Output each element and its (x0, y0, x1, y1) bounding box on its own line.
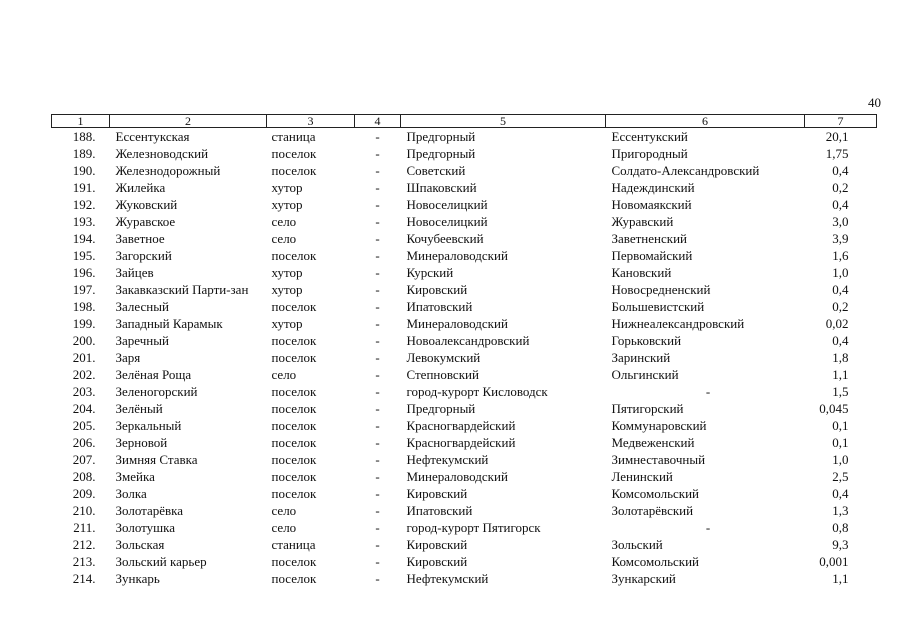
settlement-name: Закавказский Парти-зан (115, 282, 249, 297)
column-4-value: - (375, 316, 380, 331)
table-row (52, 315, 877, 332)
district-name: Предгорный (406, 401, 476, 416)
district-name: Ипатовский (406, 299, 473, 314)
settlement-type: поселок (271, 435, 317, 450)
settlement-type: хутор (271, 180, 303, 195)
council-name: Комсомольский (611, 554, 699, 569)
population-value: 0,1 (832, 418, 849, 433)
population-value: 3,9 (832, 231, 849, 246)
row-number: 204. (72, 401, 96, 416)
row-number: 189. (72, 146, 96, 161)
table-row (52, 298, 877, 315)
row-number: 211. (73, 520, 96, 535)
district-name: Ипатовский (406, 503, 473, 518)
row-number: 203. (72, 384, 96, 399)
settlement-name: Ессентукская (115, 129, 190, 144)
population-value: 1,1 (832, 571, 849, 586)
district-name: Советский (406, 163, 466, 178)
settlement-type: хутор (271, 282, 303, 297)
row-number: 208. (72, 469, 96, 484)
council-name: Ессентукский (611, 129, 688, 144)
row-number: 198. (72, 299, 96, 314)
settlement-name: Жуковский (115, 197, 178, 212)
table-row (52, 400, 877, 417)
table-row (52, 434, 877, 451)
population-value: 1,1 (832, 367, 849, 382)
settlement-type: поселок (271, 554, 317, 569)
header-row (52, 115, 877, 128)
settlement-type: поселок (271, 418, 317, 433)
settlement-type: село (271, 214, 297, 229)
council-name: Коммунаровский (611, 418, 707, 433)
table-row (52, 179, 877, 196)
header-cell: 6 (606, 115, 805, 128)
column-4-value: - (375, 333, 380, 348)
column-4-value: - (375, 486, 380, 501)
settlement-type: поселок (271, 469, 317, 484)
header-cell: 7 (805, 115, 877, 128)
row-number: 206. (72, 435, 96, 450)
table-row (52, 485, 877, 502)
settlement-type: поселок (271, 384, 317, 399)
settlement-type: поселок (271, 486, 317, 501)
table-row (52, 349, 877, 366)
district-name: Минераловодский (406, 316, 508, 331)
settlement-type: поселок (271, 401, 317, 416)
settlement-name: Змейка (115, 469, 155, 484)
settlement-name: Зеленогорский (115, 384, 198, 399)
settlement-type: хутор (271, 316, 303, 331)
column-4-value: - (375, 418, 380, 433)
table-row (52, 451, 877, 468)
district-name: Шпаковский (406, 180, 477, 195)
settlement-name: Залесный (115, 299, 169, 314)
column-4-value: - (375, 350, 380, 365)
settlement-type: село (271, 231, 297, 246)
row-number: 201. (72, 350, 96, 365)
district-name: Кировский (406, 486, 468, 501)
district-name: Кировский (406, 554, 468, 569)
column-4-value: - (375, 384, 380, 399)
district-name: Кировский (406, 537, 468, 552)
row-number: 202. (72, 367, 96, 382)
population-value: 0,4 (832, 282, 849, 297)
population-value: 1,0 (832, 452, 849, 467)
table-body (52, 128, 877, 588)
settlement-type: село (271, 520, 297, 535)
settlement-type: поселок (271, 333, 317, 348)
column-4-value: - (375, 163, 380, 178)
column-4-value: - (375, 197, 380, 212)
population-value: 0,4 (832, 197, 849, 212)
population-value: 0,001 (819, 554, 849, 569)
council-name: Зимнеставочный (611, 452, 706, 467)
settlement-name: Золка (115, 486, 147, 501)
column-4-value: - (375, 520, 380, 535)
population-value: 0,045 (819, 401, 849, 416)
council-name: Первомайский (611, 248, 693, 263)
district-name: Красногвардейский (406, 435, 516, 450)
population-value: 20,1 (825, 129, 849, 144)
column-4-value: - (375, 554, 380, 569)
row-number: 214. (72, 571, 96, 586)
column-4-value: - (375, 401, 380, 416)
population-value: 1,3 (832, 503, 849, 518)
settlement-type: село (271, 503, 297, 518)
district-name: Нефтекумский (406, 452, 489, 467)
population-value: 9,3 (832, 537, 849, 552)
council-name: Новомаякский (611, 197, 692, 212)
table-row (52, 468, 877, 485)
settlement-name: Золотушка (115, 520, 176, 535)
table-row (52, 264, 877, 281)
district-name: Левокумский (406, 350, 481, 365)
council-name: - (705, 384, 711, 399)
row-number: 196. (72, 265, 96, 280)
settlement-name: Зелёная Роща (115, 367, 192, 382)
table-row (52, 366, 877, 383)
table-row (52, 519, 877, 536)
table-row (52, 502, 877, 519)
column-4-value: - (375, 180, 380, 195)
settlement-type: поселок (271, 163, 317, 178)
column-4-value: - (375, 231, 380, 246)
settlement-name: Золотарёвка (115, 503, 184, 518)
table-row (52, 553, 877, 570)
district-name: Кировский (406, 282, 468, 297)
column-4-value: - (375, 503, 380, 518)
settlement-name: Заря (115, 350, 141, 365)
header-cell: 5 (401, 115, 606, 128)
settlement-name: Зольская (115, 537, 165, 552)
column-4-value: - (375, 248, 380, 263)
district-name: Новоселицкий (406, 214, 488, 229)
district-name: Красногвардейский (406, 418, 516, 433)
district-name: Курский (406, 265, 454, 280)
population-value: 0,4 (832, 333, 849, 348)
council-name: Пятигорский (611, 401, 684, 416)
settlement-name: Железнодорожный (115, 163, 221, 178)
council-name: - (705, 520, 711, 535)
district-name: Предгорный (406, 146, 476, 161)
settlement-name: Заветное (115, 231, 165, 246)
district-name: Степновский (406, 367, 479, 382)
settlement-name: Зункарь (115, 571, 160, 586)
population-value: 0,4 (832, 163, 849, 178)
row-number: 209. (72, 486, 96, 501)
column-4-value: - (375, 571, 380, 586)
column-4-value: - (375, 299, 380, 314)
council-name: Зункарский (611, 571, 676, 586)
row-number: 191. (72, 180, 96, 195)
table-row (52, 332, 877, 349)
settlement-name: Зерновой (115, 435, 168, 450)
header-cell: 4 (355, 115, 401, 128)
table-row (52, 536, 877, 553)
council-name: Пригородный (611, 146, 688, 161)
column-4-value: - (375, 214, 380, 229)
row-number: 188. (72, 129, 96, 144)
population-value: 1,75 (825, 146, 849, 161)
table-row (52, 145, 877, 162)
settlement-type: село (271, 367, 297, 382)
council-name: Ленинский (611, 469, 673, 484)
column-4-value: - (375, 265, 380, 280)
district-name: Нефтекумский (406, 571, 489, 586)
settlement-name: Загорский (115, 248, 172, 263)
table-row (52, 383, 877, 400)
column-4-value: - (375, 469, 380, 484)
table-row (52, 196, 877, 213)
settlement-type: поселок (271, 350, 317, 365)
column-4-value: - (375, 367, 380, 382)
row-number: 192. (72, 197, 96, 212)
row-number: 205. (72, 418, 96, 433)
district-name: город-курорт Кисловодск (406, 384, 548, 399)
council-name: Зольский (611, 537, 663, 552)
council-name: Медвеженский (611, 435, 695, 450)
population-value: 0,2 (832, 180, 849, 195)
row-number: 194. (72, 231, 96, 246)
settlement-type: поселок (271, 248, 317, 263)
population-value: 0,1 (832, 435, 849, 450)
population-value: 1,5 (832, 384, 849, 399)
settlement-name: Журавское (115, 214, 176, 229)
population-value: 1,0 (832, 265, 849, 280)
settlement-type: станица (271, 537, 316, 552)
settlement-type: поселок (271, 146, 317, 161)
council-name: Кановский (611, 265, 672, 280)
row-number: 207. (72, 452, 96, 467)
table-row (52, 213, 877, 230)
district-name: Предгорный (406, 129, 476, 144)
settlement-type: хутор (271, 265, 303, 280)
settlement-name: Зелёный (115, 401, 163, 416)
row-number: 213. (72, 554, 96, 569)
column-4-value: - (375, 129, 380, 144)
settlements-table (51, 114, 877, 587)
settlement-type: поселок (271, 571, 317, 586)
population-value: 0,02 (825, 316, 849, 331)
council-name: Заветненский (611, 231, 687, 246)
council-name: Журавский (611, 214, 674, 229)
settlement-name: Зольский карьер (115, 554, 207, 569)
council-name: Солдато-Александровский (611, 163, 760, 178)
council-name: Ольгинский (611, 367, 679, 382)
council-name: Золотарёвский (611, 503, 694, 518)
table-header (52, 115, 877, 128)
column-4-value: - (375, 537, 380, 552)
settlement-type: поселок (271, 452, 317, 467)
row-number: 200. (72, 333, 96, 348)
district-name: Минераловодский (406, 248, 508, 263)
district-name: Новоалександровский (406, 333, 530, 348)
row-number: 197. (72, 282, 96, 297)
header-cell: 3 (267, 115, 355, 128)
settlement-name: Зайцев (115, 265, 154, 280)
population-value: 0,8 (832, 520, 849, 535)
settlement-name: Заречный (115, 333, 169, 348)
page-number: 40 (868, 95, 881, 110)
column-4-value: - (375, 146, 380, 161)
population-value: 2,5 (832, 469, 849, 484)
population-value: 0,2 (832, 299, 849, 314)
row-number: 195. (72, 248, 96, 263)
council-name: Новосредненский (611, 282, 711, 297)
settlement-name: Западный Карамык (115, 316, 223, 331)
council-name: Комсомольский (611, 486, 699, 501)
population-value: 3,0 (832, 214, 849, 229)
table-row (52, 417, 877, 434)
row-number: 193. (72, 214, 96, 229)
settlement-name: Зимняя Ставка (115, 452, 198, 467)
settlement-type: поселок (271, 299, 317, 314)
column-4-value: - (375, 435, 380, 450)
row-number: 199. (72, 316, 96, 331)
population-value: 1,8 (832, 350, 849, 365)
header-cell: 2 (110, 115, 267, 128)
row-number: 212. (72, 537, 96, 552)
settlement-name: Жилейка (115, 180, 166, 195)
district-name: город-курорт Пятигорск (406, 520, 541, 535)
table-row (52, 570, 877, 587)
table-row (52, 247, 877, 264)
council-name: Заринский (611, 350, 671, 365)
row-number: 190. (72, 163, 96, 178)
council-name: Надеждинский (611, 180, 695, 195)
council-name: Горьковский (611, 333, 682, 348)
district-name: Минераловодский (406, 469, 508, 484)
population-value: 0,4 (832, 486, 849, 501)
settlement-type: станица (271, 129, 316, 144)
council-name: Большевистский (611, 299, 705, 314)
population-value: 1,6 (832, 248, 849, 263)
settlement-name: Зеркальный (115, 418, 182, 433)
table-row (52, 162, 877, 179)
table-row (52, 281, 877, 298)
row-number: 210. (72, 503, 96, 518)
header-cell: 1 (52, 115, 110, 128)
settlement-name: Железноводский (115, 146, 209, 161)
table-row (52, 128, 877, 146)
council-name: Нижнеалександровский (611, 316, 745, 331)
table-row (52, 230, 877, 247)
settlement-type: хутор (271, 197, 303, 212)
column-4-value: - (375, 452, 380, 467)
district-name: Новоселицкий (406, 197, 488, 212)
column-4-value: - (375, 282, 380, 297)
district-name: Кочубеевский (406, 231, 484, 246)
